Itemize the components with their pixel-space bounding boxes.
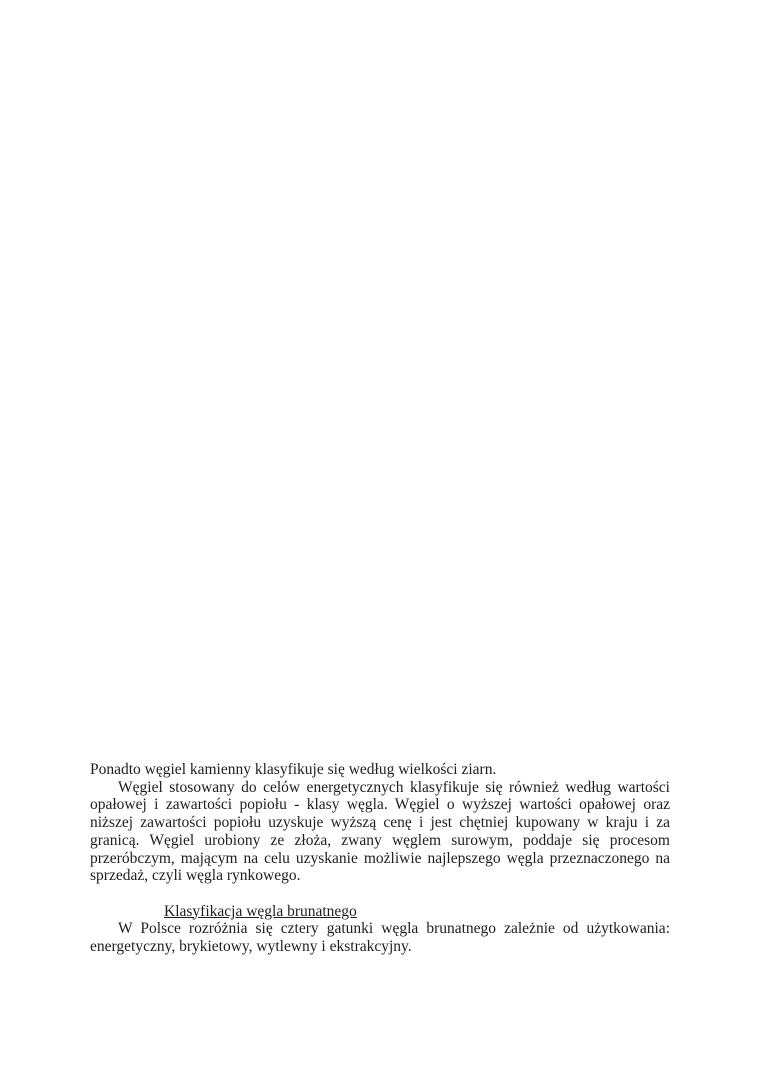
paragraph-brown-coal-types: W Polsce rozróżnia się cztery gatunki węgla brunatnego zależnie od użytkowania: energetyczny, brykietowy, wytlewny i ekstrakcyjny. — [90, 920, 670, 956]
section-heading-brown-coal: Klasyfikacja węgla brunatnego — [164, 902, 357, 920]
paragraph-intro: Ponadto węgiel kamienny klasyfikuje się według wielkości ziarn. — [90, 761, 497, 778]
document-text-block — [90, 761, 670, 956]
paragraph-hard-coal-classification: Węgiel stosowany do celów energetycznych klasyfikuje się również według wartości opałowej i zawartości popiołu - klasy węgla. Węgiel o wyższej wartości opałowej oraz niższej zawartości popiołu uzyskuje wyższą cenę i jest chętniej kupowany w kraju i za granicą. Węgiel urobiony ze złoża, zwany węglem surowym, poddaje się procesom przeróbczym, mającym na celu uzyskanie możliwie najlepszego węgla przeznaczonego na sprzedaż, czyli węgla rynkowego. — [90, 778, 670, 885]
